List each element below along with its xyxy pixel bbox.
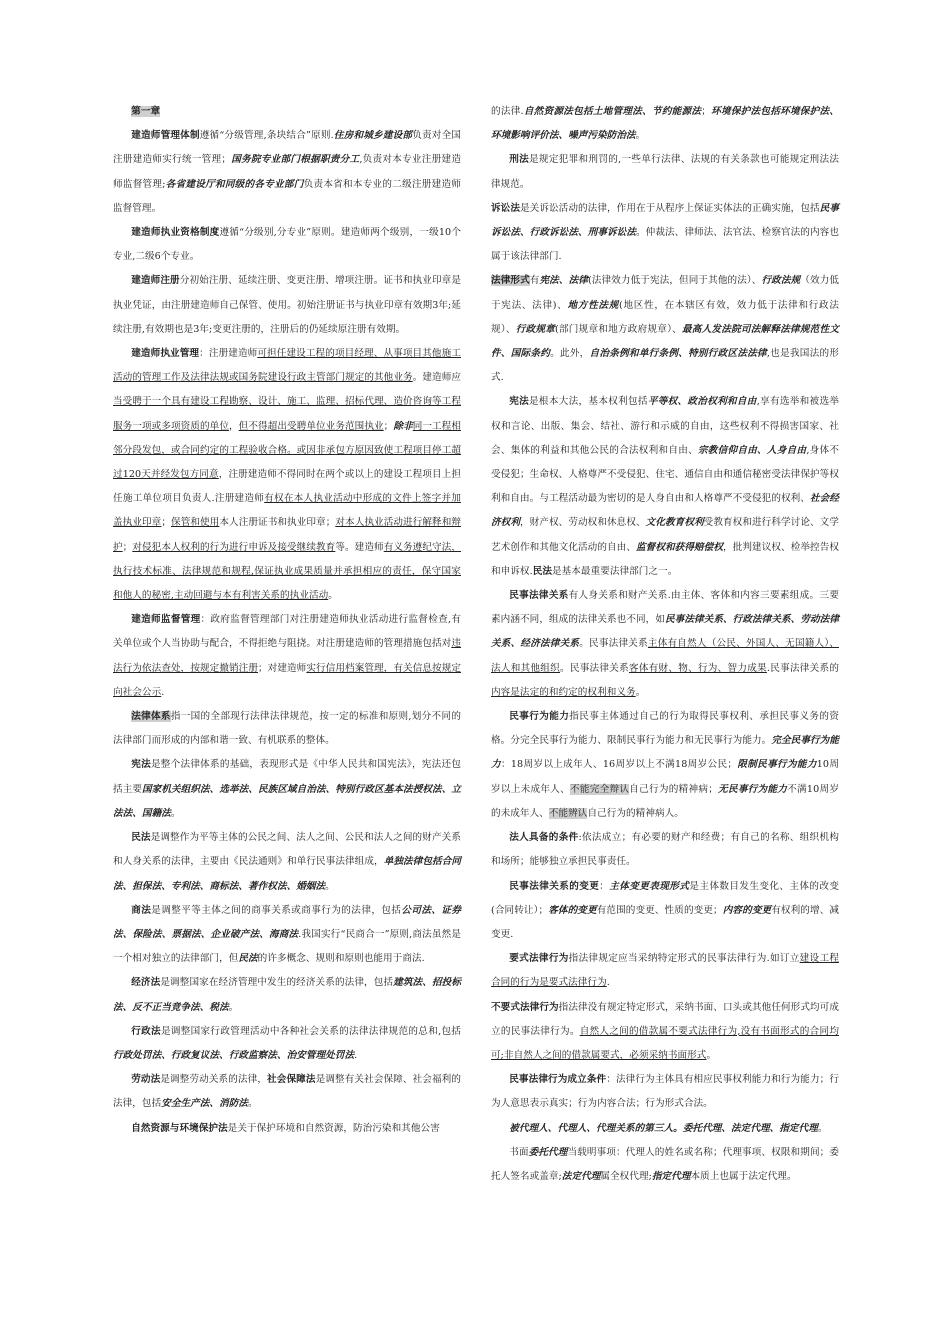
emphasized-text: 文化教育权利 [645,517,704,529]
emphasized-text: 民法 [131,832,151,844]
left-column [113,100,461,1141]
emphasized-text: 环境保护法包括环境保护法、环境影响评价法、噪声污染防治法 [491,106,840,142]
emphasized-text: 国务院专业部门根据职责分工 [231,154,360,166]
paragraph [113,342,461,608]
emphasized-text: 限制民事行为能力 [737,759,817,771]
text-run: 是调整国家在经济管理中发生的经济关系的法律，包括 [160,977,394,989]
emphasized-text: 刑法 [509,154,530,166]
emphasized-text: 宪法 [509,396,530,408]
right-column [491,100,839,1189]
emphasized-text: 主体有自然人（公民、外国人、无国籍人）、法人和其他组织 [491,638,840,674]
text-run: (地区性，在本辖区有效，效力低于法律和行政法规）、 [491,299,839,335]
text-run: 负责本省和本专业的二级注册建造师监督管理。 [113,178,461,214]
emphasized-text: 民事行为能力 [509,711,570,723]
text-run: 。仲裁法、律师法、法官法、检察官法的内容也属于该法律部门. [491,227,839,263]
emphasized-text: 法定代理 [561,1170,601,1182]
emphasized-text: 完全民事行为能力 [491,735,839,771]
emphasized-text: 内容的变更 [722,904,772,916]
paragraph [491,947,839,995]
emphasized-text: 客体的变更 [548,904,597,916]
text-run: . [354,1049,358,1061]
text-run: 指一国的全部现行法律法律规范，按一定的标准和原则,划分不同的法律部门而形成的内部和谐一致、有机联系的整体。 [113,711,461,747]
text-run: 指法律没有规定特定形式，采纳书面、口头或其他任何形式均可成立的民事法律行为。 [491,1001,839,1037]
emphasized-text: 主体变更表现形式 [609,880,690,892]
text-run: ：法律行为主体具有相应民事权利能力和行为能力；行为人意思表示真实；行为内容合法；行为形式合法。 [491,1074,840,1110]
text-run: ； [161,517,171,529]
text-run: 是主体数目发生变化、主体的改变(合同转让）； [491,880,839,916]
text-run: ；对建造师 [258,662,307,674]
text-run: 指法律规定应当采纳特定形式的民事法律行为.如订立 [568,953,800,965]
emphasized-text: 无民事行为能力 [717,783,788,795]
text-run: ； [383,420,394,432]
text-run: 是调整国家行政管理活动中各种社会关系的法律法律规范的总和,包括 [160,1025,461,1037]
emphasized-text: 违法行为依法查处，按规定撤销注册 [113,638,461,674]
text-run: 分初始注册、延续注册、变更注册、增项注册。证书和执业印章是执业凭证，由注册建造师自己保管、使用。初始注册证书与执业印章有效期3年;延续注册,有效期也是3年;变更注册的，注册后的仍延续原注册有效期。 [113,275,462,335]
text-run: 的许多概念、规则和原则也能用于商法. [257,953,425,965]
text-run: ，注册建造师不得同时在两个或以上的建设工程项目上担任施工单位项目负责人.注册建造师 [113,469,462,505]
emphasized-text: 实行信用档案管理，有关信息按规定向社会公示 [113,662,462,698]
text-run: 。民事法律关系 [579,638,648,650]
text-run: 是基本最重要法律部门之一。 [551,565,678,577]
paragraph [113,971,461,1019]
text-run: 书面 [509,1146,529,1158]
text-run: 。此外， [550,348,590,360]
emphasized-text: 民事法律关系 [509,590,569,602]
paragraph [491,705,839,826]
text-run: ：注册建造师 [199,348,258,360]
emphasized-text: 建造师监督管理 [131,614,201,626]
emphasized-text: 劳动法 [131,1074,161,1086]
text-run: 自己行为的精神病； [629,783,718,795]
emphasized-text: 不要式法律行为 [491,1001,559,1013]
emphasized-text: 最高人发法院司法解释法律规范性文件、国际条约 [491,323,839,360]
emphasized-text: 指定代理 [651,1170,691,1182]
text-run: ，财产权、劳动权和休息权、 [520,517,646,529]
text-run: (部门规章和地方政府规章）、 [555,323,682,335]
emphasized-text: 住房和城乡建设部 [333,130,413,142]
section-heading: 第一章 [131,106,161,117]
emphasized-text: 建造师执业管理 [131,348,200,360]
emphasized-text: 可担任建设工程的项目经理、从事项目其他施工活动的管理工作及法律法规或国务院建设行政主管部门规定的其他业务 [113,348,461,384]
emphasized-text: 自然人之间的借款属不要式法律行为,没有书面形式的合同均可;非自然人之间的借款属要式，必须采纳书面形式 [491,1025,839,1061]
text-run: 。民事法律关系 [559,662,629,674]
text-run: 是调整劳动关系的法律， [160,1074,268,1086]
text-run: 。 [228,1001,239,1013]
text-run: ； [701,106,711,117]
emphasized-text: 有义务遵纪守法，执行技术标准、法律规范和规程,保证执业成果质量并承担相应的责任，保守国家和他人的秘密,主动回避与本有利害关系的执业活动 [113,541,461,602]
text-run: 遵循“分级管理,条块结合”原则. [199,130,334,142]
paragraph [113,608,461,705]
emphasized-text: 行政规章 [515,323,555,335]
paragraph [113,124,461,221]
text-run: 当载明事项：代理人的姓名或名称；代理事项、权限和期间；委托人签名或盖章; [491,1146,839,1182]
text-run: (法律效力低于宪法，但同于其他的法）、 [587,275,762,287]
text-run: ,身体不受侵犯；生命权、人格尊严不受侵犯、住宅、通信自由和通信秘密受法律保护等权利和自由。与工程活动最为密切的是人身自由和人格尊严不受侵犯的权利、 [491,444,839,505]
emphasized-text: 行政法 [131,1025,161,1037]
paragraph [491,197,839,270]
text-run: 负责对全国注册建造师实行统一管理； [113,130,461,166]
emphasized-text: 国家机关组织法、选举法、民族区域自治法、特别行政区基本法授权法、立法法、国籍法 [113,783,462,819]
text-run: 。 [328,590,338,602]
emphasized-text: 同一工程相邻分段发包，或合同约定的工程验收合格。或因非承包方原因致使工程项目停工超过120天并经发包方同意 [113,420,461,481]
paragraph [491,1068,839,1116]
emphasized-text: 公司法、证券法、保险法、票据法、企业破产法、海商法 [113,904,461,940]
emphasized-text: 平等权、政治权利和自由 [647,396,757,408]
text-run: （效力低于宪法、法律)、 [491,275,839,311]
emphasized-text: 宪法 [131,759,151,771]
text-run: 。建造师应 [412,372,461,384]
text-run: 是关于保护环境和自然资源，防治污染和其他公害 [227,1122,440,1134]
paragraph [491,148,839,196]
paragraph [491,826,839,874]
emphasized-text: 自然资源与环境保护法 [131,1122,228,1134]
text-run: 受教育权和进行科学讨论、文学艺术创作和其他文化活动的自由、 [491,517,839,553]
emphasized-text: 不能辨认 [548,807,588,819]
text-run: 有范围的变更、性质的变更； [596,904,723,916]
paragraph [113,221,461,269]
emphasized-text: 被代理人、代理人、代理关系的第三人。委托代理、法定代理、指定代理 [509,1122,818,1134]
text-run: 是调整作为平等主体的公民之间、法人之间、公民和法人之间的财产关系和人身关系的法律，主要由《民法通则》和单行民事法律组成， [113,832,461,868]
paragraph [113,269,461,342]
emphasized-text: 但不得超出受聘单位业务范围执业 [238,420,384,432]
paragraph [113,705,461,753]
emphasized-text: 对侵犯本人权利的行为进行申诉及接受继续教育 [132,541,336,553]
emphasized-text: 委托代理 [528,1146,568,1158]
paragraph [491,875,839,948]
paragraph [491,1141,839,1189]
text-run: ：18周岁以上成年人、16周岁以上不满18周岁公民； [500,759,738,771]
text-run: ， [229,420,239,432]
emphasized-text: 自然资源法包括土地管理法、节约能源法 [523,106,702,117]
emphasized-text: 对本人执业活动进行解释和辩护 [113,517,462,553]
emphasized-text: 建造师执业资格制度 [131,227,220,239]
text-run: 是规定犯罪和刑罚的,一些单行法律、法规的有关条款也可能规定刑法法律规范。 [491,154,839,190]
emphasized-text: 要式法律行为 [509,953,569,965]
emphasized-text: 民法 [238,953,258,965]
paragraph [491,100,839,148]
emphasized-text: 监督权和获得赔偿权 [636,541,724,553]
text-run: ： [599,880,610,892]
paragraph [491,584,839,705]
emphasized-text: 内容是法定的和约定的权利和义务 [491,686,636,698]
section-heading: 法律体系 [131,711,171,723]
emphasized-text: 社会保障法 [267,1074,316,1086]
emphasized-text: 自治条例和单行条例、特别行政区法法律 [589,348,767,360]
paragraph [491,269,839,390]
emphasized-text: 民事诉讼法、行政诉讼法、刑事诉讼法 [491,202,839,239]
emphasized-text: 行政处罚法、行政复议法、行政监察法、治安管理处罚法 [113,1049,355,1061]
emphasized-text: 宗教信仰自由、人身自由 [697,444,807,456]
text-run: 。 [635,130,646,142]
emphasized-text: 客体有财、物、行为、智力成果 [628,662,767,674]
paragraph [491,996,839,1069]
emphasized-text: 有权在本人执业活动中形成的文件上签字并加盖执业印章 [113,493,461,529]
paragraph [113,899,461,972]
emphasized-text: 诉讼法 [491,202,520,214]
text-run: ,负责对本专业注册建造师监督管理; [113,154,461,190]
emphasized-text: 单独法律包括合同法、担保法、专利法、商标法、著作权法、婚姻法 [113,856,461,892]
text-run: .我国实行“民商合一”原则,商法虽然是一个相对独立的法律部门，但 [113,928,462,965]
text-run: ：政府监督管理部门对注册建造师执业活动进行监督检查,有关单位或个人当协助与配合，不得拒绝与阻挠。对注册建造师的管理措施包括对 [113,614,461,650]
emphasized-text: 当受聘于一个具有建设工程勘察、设计、施工、监理、招标代理、造价咨询等工程服务一项或多项资质的单位 [113,396,461,432]
emphasized-text: 民事法律行为成立条件 [509,1074,607,1086]
text-run: 10周岁以上未成年人、 [491,759,840,795]
text-run: :依法成立；有必要的财产和经费；有自己的名称、组织机构和场所；能够独立承担民事责任。 [491,832,839,868]
emphasized-text: 宪法、法律 [539,275,588,287]
text-run: 。 [325,880,335,892]
section-heading: 法律形式 [491,275,530,287]
paragraph [113,1068,461,1116]
text-run: 本人注册证书和执业印章； [219,517,336,529]
emphasized-text: 社会经济权利 [491,493,839,529]
text-run: 的法律. [491,106,524,117]
text-run: 本质上也属于法定代理。 [690,1170,797,1182]
emphasized-text: 安全生产法、消防法 [161,1098,249,1110]
text-run: 有 [529,275,540,287]
text-run: 。 [706,1049,717,1061]
paragraph [113,1117,461,1141]
text-run: . [161,686,165,698]
text-run: 是整个法律体系的基础，表现形式是《中华人民共和国宪法》，宪法还包括主要 [113,759,461,795]
paragraph [113,826,461,899]
text-run: 属全权代理; [600,1170,652,1182]
text-run: .民事法律关系的 [766,662,839,674]
text-run: ； [122,541,133,553]
text-run: 是调整有关社会保障、社会福利的法律，包括 [113,1074,462,1110]
emphasized-text: 不能完全辩认 [569,783,630,795]
text-run: 遵循“分级别,分专业”原则。建造师两个级别，一级10个专业,二级6个专业。 [113,227,461,263]
paragraph [113,753,461,826]
paragraph [113,100,461,124]
emphasized-text: 行政法规 [761,275,801,287]
emphasized-text: 建设工程合同的行为是要式法律行为 [491,953,839,989]
text-run: ,享有选举和被选举权和言论、出版、集会、结社、游行和示威的自由，这些权利不得损害国家、社会、集体的利益和其他公民的合法权利和自由、 [491,396,839,456]
emphasized-text: 保管和使用 [171,517,220,529]
emphasized-text: 经济法 [131,977,161,989]
text-run: 有权利的增、减变更. [491,904,840,940]
text-run: 。 [817,1122,828,1134]
text-run: ,也是我国法的形式. [491,348,839,384]
paragraph [491,1117,839,1141]
text-run: 。 [248,1098,258,1110]
text-run: 自己行为的精神病人。 [587,807,684,819]
emphasized-text: 除非 [393,420,413,432]
emphasized-text: 建筑法、招投标法、反不正当竞争法、税法 [113,977,462,1013]
emphasized-text: 商法 [131,904,152,916]
text-run: 是关诉讼活动的法律，作用在于从程序上保证实体法的正确实施，包括 [520,202,820,214]
emphasized-text: 建造师管理体制 [131,130,200,142]
text-run: 不满10周岁的未成年人、 [491,783,839,819]
text-run: 有人身关系和财产关系.由主体、客体和内容三要素组成。三要素内涵不同，组成的法律关系也不同，如 [491,590,839,626]
emphasized-text: 法人具备的条件 [509,832,579,844]
emphasized-text: 民法 [532,565,552,577]
emphasized-text: 民事法律关系的变更 [509,880,600,892]
text-run: 是根本大法，基本权利包括 [529,396,648,408]
text-run: 等。建造师 [335,541,384,553]
emphasized-text: 民事法律关系、行政法律关系、劳动法律关系、经济法律关系 [491,614,839,650]
text-run: 是调整平等主体之间的商事关系或商事行为的法律，包括 [151,904,402,916]
emphasized-text: 地方性法规 [567,299,619,311]
text-run: 。 [635,686,646,698]
text-run: 。 [170,807,181,819]
paragraph [491,390,839,584]
emphasized-text: 建造师注册 [131,275,180,287]
paragraph [113,1020,461,1068]
text-run: 指民事主体通过自己的行为取得民事权利、承担民事义务的资格。分完全民事行为能力、限制民事行为能力和无民事行为能力。 [491,711,839,747]
emphasized-text: 各省建设厅和同级的各专业部门 [165,178,304,190]
text-run: ，批判建议权、检举控告权和申诉权. [491,541,840,577]
text-run: . [606,977,610,989]
